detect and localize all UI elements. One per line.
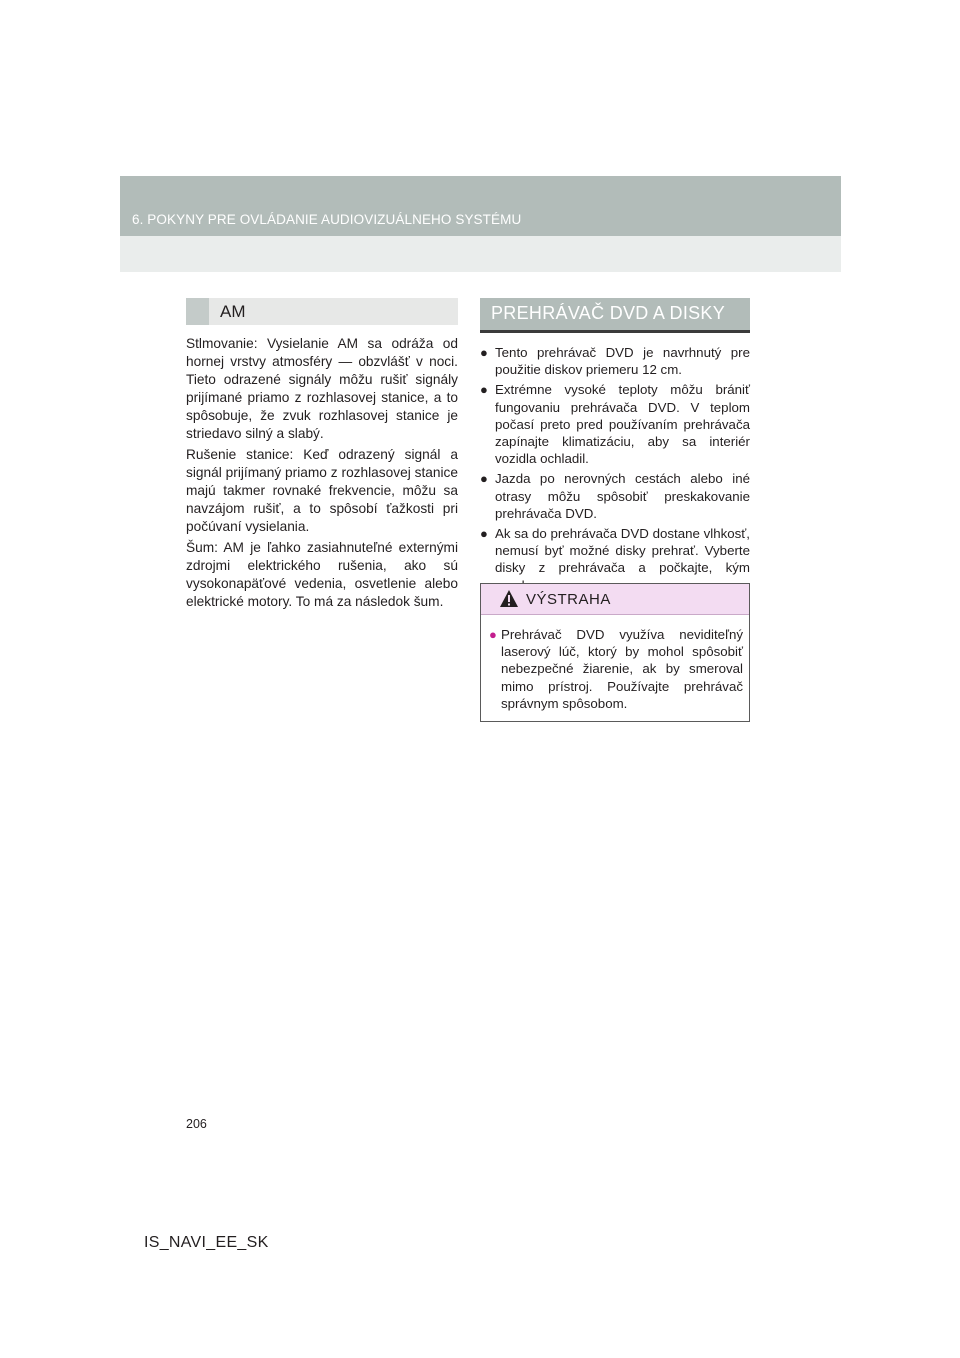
bullet-icon: ● [480, 382, 488, 398]
list-item-text: Extrémne vysoké teploty môžu brániť fungovaniu prehrávača DVD. V teplom počasí preto pred používaním prehrávača zapínajte klimatizáciu, aby sa interiér vozidla ochladil. [495, 382, 750, 467]
am-section-heading [186, 298, 458, 325]
heading-marker [186, 298, 209, 325]
bullet-icon: ● [480, 471, 488, 487]
am-paragraphs [186, 335, 458, 611]
warning-triangle-icon [499, 589, 519, 613]
paragraph-fading: Stlmovanie: Vysielanie AM sa odráža od hornej vrstvy atmosféry — obzvlášť v noci. Tieto odrazené signály môžu rušiť signály prijímané priamo z rozhlasovej stanice, a to spôsobuje, že zvuk rozhlasovej stanice je striedavo silný a slabý. [186, 336, 458, 441]
warning-header [481, 584, 749, 615]
warning-body [481, 615, 749, 712]
list-item [480, 344, 750, 378]
paragraph-noise: Šum: AM je ľahko zasiahnuteľné externými zdrojmi elektrického rušenia, ako sú vysokonapäťové vedenia, osvetlenie alebo elektrické motory. To má za následok šum. [186, 540, 458, 609]
right-column [480, 298, 750, 597]
header-band [120, 176, 841, 272]
warning-text: Prehrávač DVD využíva neviditeľný laserový lúč, ktorý by mohol spôsobiť nebezpečné žiarenie, ak by smeroval mimo prístroj. Používajte prehrávač správnym spôsobom. [501, 627, 743, 711]
document-code: IS_NAVI_EE_SK [144, 1234, 269, 1251]
left-column [186, 298, 458, 614]
list-item [480, 381, 750, 467]
list-item [480, 470, 750, 522]
list-item-text: Tento prehrávač DVD je navrhnutý pre použitie diskov priemeru 12 cm. [495, 345, 750, 378]
warning-box [480, 583, 750, 722]
page-number: 206 [186, 1117, 207, 1131]
list-item-text: Ak sa do prehrávača DVD dostane vlhkosť, nemusí byť možné disky prehrať. Vyberte disky z prehrávača a počkajte, kým [495, 526, 750, 576]
bullet-icon: ● [480, 345, 488, 360]
am-section-title: AM [220, 302, 246, 321]
dvd-section-heading [480, 298, 750, 333]
bullet-icon: ● [489, 627, 497, 642]
list-item-text: Jazda po nerovných cestách alebo iné otrasy môžu spôsobiť preskakovanie prehrávača DVD. [495, 471, 750, 521]
bullet-icon: ● [480, 526, 488, 542]
paragraph-station-interference: Rušenie stanice: Keď odrazený signál a signál prijímaný priamo z rozhlasovej stanice majú takmer rovnaké frekvencie, môžu sa navzájom rušiť, a to spôsobí ťažkosti pri počúvaní vysielania. [186, 447, 458, 534]
header-bar [120, 176, 841, 236]
warning-title: VÝSTRAHA [526, 591, 611, 608]
dvd-bullet-list [480, 344, 750, 594]
section-header-title: 6. POKYNY PRE OVLÁDANIE AUDIOVIZUÁLNEHO SYSTÉMU [132, 212, 522, 227]
dvd-section-title: PREHRÁVAČ DVD A DISKY [491, 303, 726, 323]
warning-item [489, 626, 743, 712]
